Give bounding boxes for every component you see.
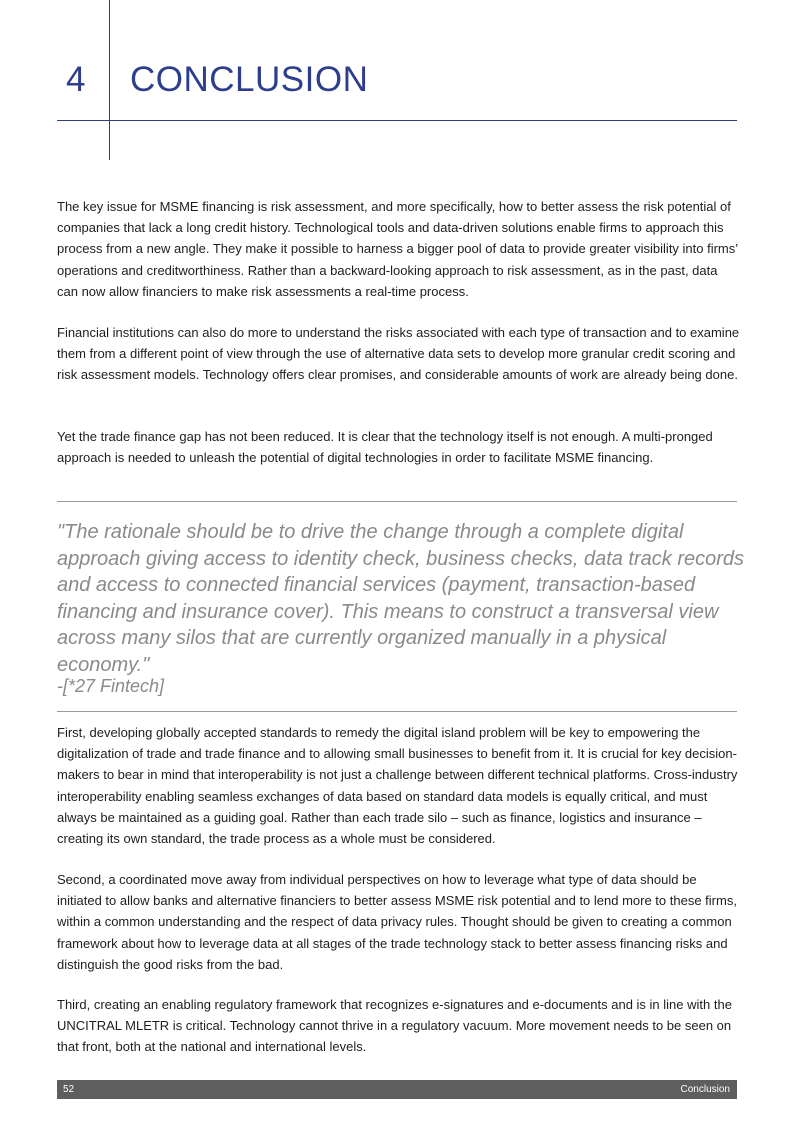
chapter-number: 4	[66, 60, 86, 99]
page-number: 52	[63, 1084, 75, 1095]
body-paragraph-5: Second, a coordinated move away from individual perspectives on how to leverage what type of data should be initiated to allow banks and alternative financiers to better assess MSME risk potential and to lend more to these firms, within a common understanding and the respect of data privacy rules. Thought should be given to creating a common framework about how to leverage data at all stages of the trade technology stack to better assess financing risks and distinguish the good risks from the bad.	[57, 872, 737, 972]
body-paragraph-1: The key issue for MSME financing is risk assessment, and more specifically, how to better assess the risk potential of companies that lack a long credit history. Technological tools and data-driven solutions enable firms to approach this process from a new angle. They make it possible to harness a bigger pool of data to provide greater visibility into firms’ operations and creditworthiness. Rather than a backward-looking approach to risk assessment, as in the past, data can now allow financiers to make risk assessments a real-time process.	[57, 199, 738, 299]
header-vertical-rule	[109, 0, 110, 160]
footer-bar	[57, 1080, 737, 1099]
quote-bottom-rule	[57, 711, 737, 712]
body-paragraph-6: Third, creating an enabling regulatory framework that recognizes e-signatures and e-documents and is in line with the UNCITRAL MLETR is critical. Technology cannot thrive in a regulatory vacuum. More movement needs to be seen on that front, both at the national and international levels.	[57, 997, 732, 1055]
header-horizontal-rule	[57, 120, 737, 121]
quote-attribution: -[*27 Fintech]	[57, 676, 165, 696]
chapter-title: CONCLUSION	[130, 60, 369, 99]
pull-quote: "The rationale should be to drive the change through a complete digital approach giving access to identity check, business checks, data track records and access to connected financial services (payment, transaction-based financing and insurance cover). This means to construct a transversal view across many silos that are currently organized manually in a physical economy."	[57, 521, 745, 676]
quote-top-rule	[57, 501, 737, 502]
footer-section-label: Conclusion	[680, 1084, 730, 1095]
body-paragraph-3: Yet the trade finance gap has not been reduced. It is clear that the technology itself is not enough. A multi-pronged approach is needed to unleash the potential of digital technologies in order to facilitate MSME financing.	[57, 429, 713, 466]
body-paragraph-4: First, developing globally accepted standards to remedy the digital island problem will be key to empowering the digitalization of trade and trade finance and to allowing small businesses to benefit from it. It is crucial for key decision-makers to bear in mind that interoperability is not just a challenge between different technical platforms. Cross-industry interoperability enabling seamless exchanges of data based on standard data models is equally critical, and must always be maintained as a guiding goal. Rather than each trade silo – such as finance, logistics and insurance – creating its own standard, the trade process as a whole must be considered.	[57, 725, 738, 847]
body-paragraph-2: Financial institutions can also do more to understand the risks associated with each type of transaction and to examine them from a different point of view through the use of alternative data sets to develop more granular credit scoring and risk assessment models. Technology offers clear promises, and considerable amounts of work are already being done.	[57, 325, 740, 383]
